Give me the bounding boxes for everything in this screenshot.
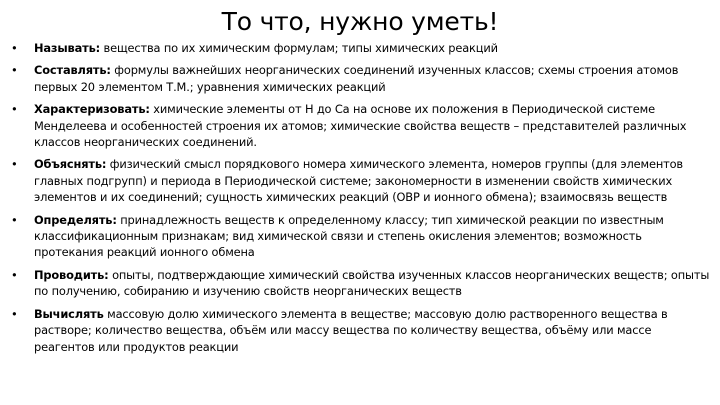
item-text: формулы важнейших неорганических соединений изученных классов; схемы строения атомов первых 20 элементом Т.М.; уравнения химических реакций bbox=[34, 63, 679, 94]
item-text: опыты, подтверждающие химический свойства изученных классов неорганических веществ; опыты по получению, собиранию и изучению свойств неорганических веществ bbox=[34, 267, 710, 299]
item-text: физический смысл порядкового номера химического элемента, номеров группы (для элементов главных подгрупп) и периода в Периодической системе; закономерности в изменении свойств химических элементов и их соединений; сущность химических реакций (ОВР и ионного обмена); взаимосвязь веществ bbox=[34, 157, 683, 205]
item-term: Называть: bbox=[34, 41, 101, 55]
list-item-determine bbox=[0, 212, 720, 261]
bullet-icon: • bbox=[11, 267, 18, 282]
item-term: Объяснять: bbox=[34, 157, 107, 172]
bullet-icon: • bbox=[11, 306, 18, 321]
item-term: Характеризовать: bbox=[34, 102, 150, 117]
item-text: принадлежность веществ к определенному классу; тип химической реакции по известным классификационным признакам; вид химической связи и степень окисления элементов; возможность протекания реакций ионного обмена bbox=[34, 212, 664, 260]
item-term: Составлять: bbox=[34, 63, 111, 78]
slide-title: То что, нужно уметь! bbox=[221, 7, 499, 36]
bullet-icon: • bbox=[11, 212, 18, 227]
item-term: Определять: bbox=[34, 212, 117, 227]
bullet-icon: • bbox=[11, 41, 18, 55]
bullet-icon: • bbox=[11, 63, 18, 78]
list-item-conduct bbox=[0, 267, 720, 300]
bullet-icon: • bbox=[11, 102, 18, 117]
list-item-characterize bbox=[0, 101, 720, 150]
item-text: массовую долю химического элемента в веществе; массовую долю растворенного вещества в растворе; количество вещества, объём или массу вещества по количеству вещества, объёму или массе реагентов или продуктов реакции bbox=[34, 306, 668, 354]
bullet-list bbox=[0, 40, 720, 361]
bullet-icon: • bbox=[11, 157, 18, 172]
item-text: химические элементы от H до Ca на основе их положения в Периодической системе Менделеева и особенностей строения их атомов; химические свойства веществ – представителей различных классов неорганических соединений. bbox=[34, 102, 687, 150]
list-item-compose bbox=[0, 62, 720, 95]
item-term: Вычислять bbox=[34, 306, 104, 321]
list-item-explain bbox=[0, 156, 720, 205]
list-item-name bbox=[0, 40, 720, 56]
list-item-calculate bbox=[0, 306, 720, 355]
item-text: вещества по их химическим формулам; типы химических реакций bbox=[100, 41, 498, 55]
item-term: Проводить: bbox=[34, 267, 109, 282]
